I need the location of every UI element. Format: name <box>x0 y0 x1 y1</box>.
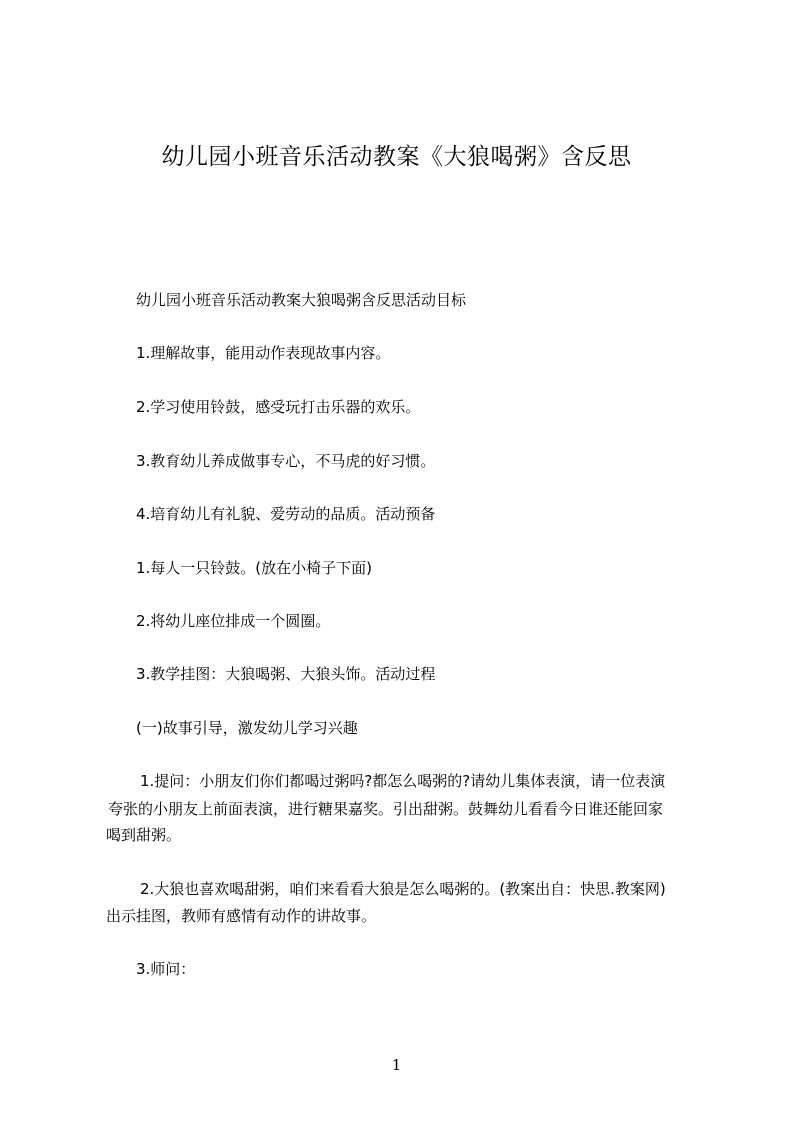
goal-item-1: 1.理解故事，能用动作表现故事内容。 <box>136 344 391 362</box>
step-1-line-3: 喝到甜粥。 <box>106 826 182 844</box>
document-title: 幼儿园小班音乐活动教案《大狼喝粥》含反思 <box>161 144 632 170</box>
step-2-line-2: 出示挂图，教师有感情有动作的讲故事。 <box>106 907 377 925</box>
goal-item-4: 4.培育幼儿有礼貌、爱劳动的品质。活动预备 <box>136 505 436 523</box>
activity-goals-heading: 幼儿园小班音乐活动教案大狼喝粥含反思活动目标 <box>136 291 467 309</box>
preparation-item-1: 1.每人一只铃鼓。(放在小椅子下面) <box>136 559 373 577</box>
section-heading-1: (一)故事引导，激发幼儿学习兴趣 <box>136 719 358 737</box>
step-3-line-1: 3.师问： <box>136 960 196 978</box>
goal-item-3: 3.教育幼儿养成做事专心，不马虎的好习惯。 <box>136 452 436 470</box>
page-number: 1 <box>391 1056 402 1074</box>
preparation-item-3: 3.教学挂图：大狼喝粥、大狼头饰。活动过程 <box>136 665 436 683</box>
goal-item-2: 2.学习使用铃鼓，感受玩打击乐器的欢乐。 <box>136 398 421 416</box>
step-1-line-1: 1.提问：小朋友们你们都喝过粥吗?都怎么喝粥的?请幼儿集体表演，请一位表演 <box>140 772 666 790</box>
preparation-item-2: 2.将幼儿座位排成一个圆圈。 <box>136 612 331 630</box>
step-2-line-1: 2.大狼也喜欢喝甜粥，咱们来看看大狼是怎么喝粥的。(教案出自：快思.教案网) <box>140 880 666 898</box>
step-1-line-2: 夸张的小朋友上前面表演，进行糖果嘉奖。引出甜粥。鼓舞幼儿看看今日谁还能回家 <box>108 800 664 818</box>
